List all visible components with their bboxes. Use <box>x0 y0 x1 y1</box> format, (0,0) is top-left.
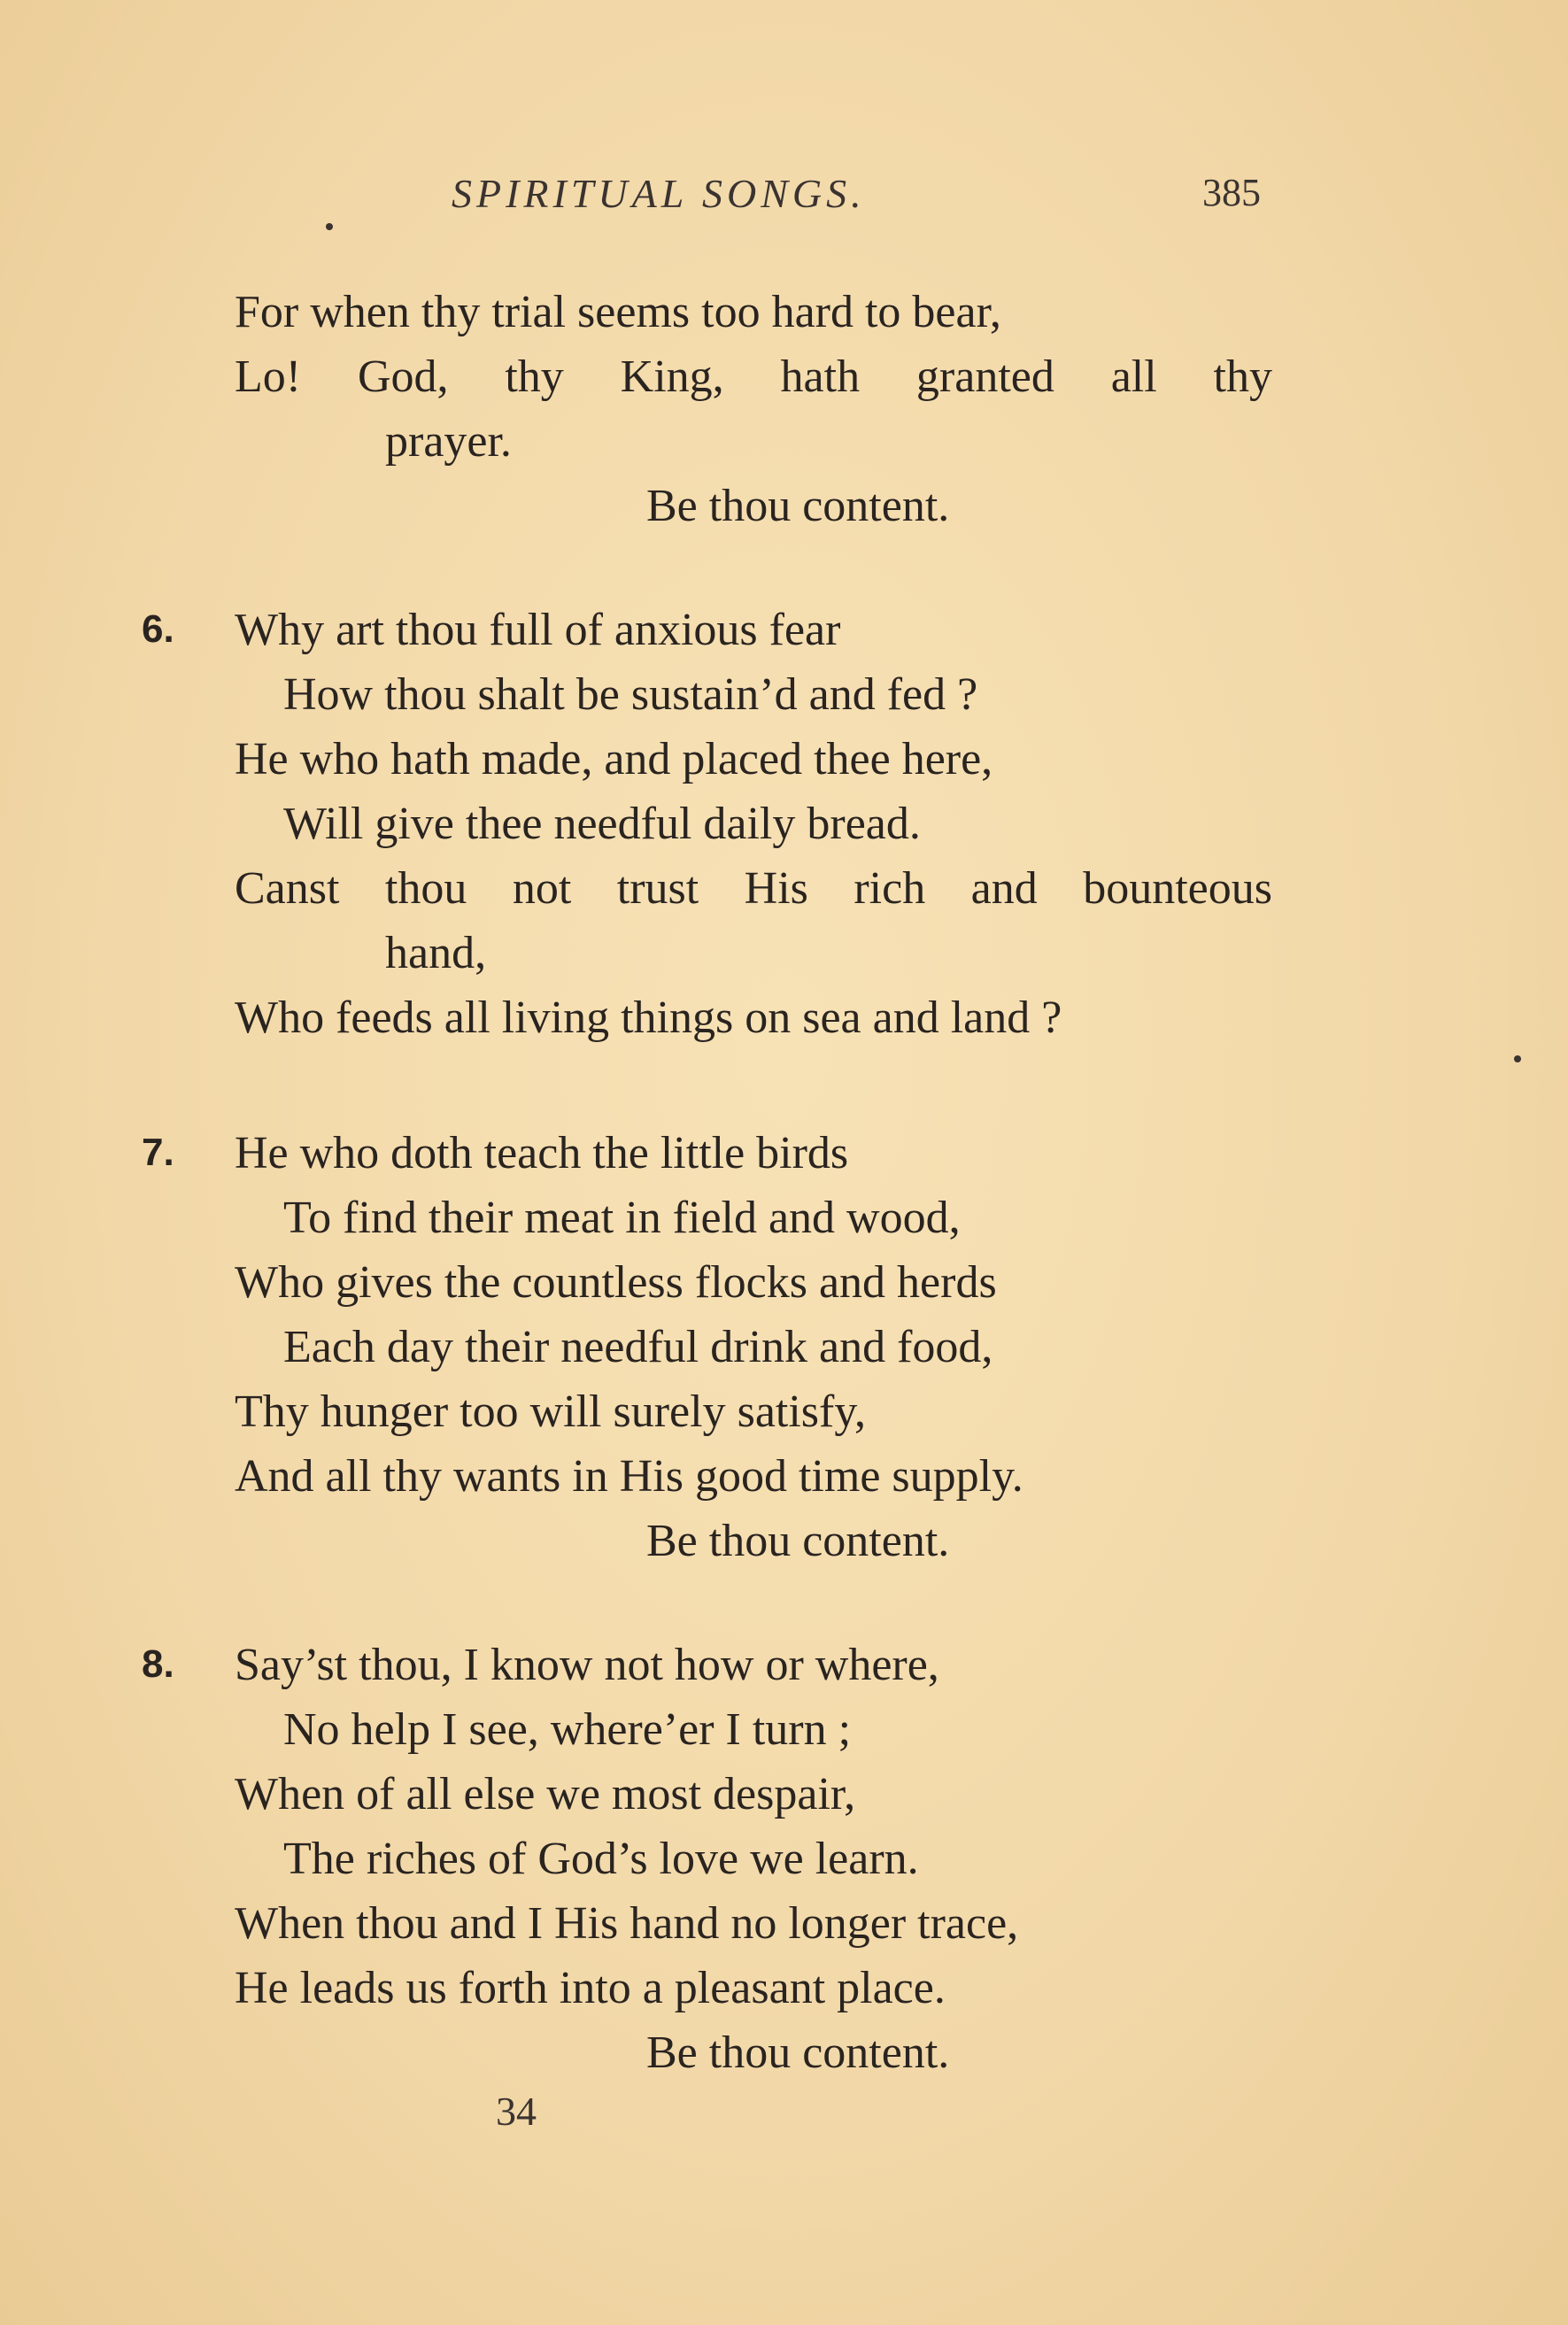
verse-line: When of all else we most despair, <box>235 1769 856 1819</box>
verse-line: He who doth teach the little birds <box>235 1128 849 1178</box>
verse-line: No help I see, where’er I turn ; <box>283 1704 852 1755</box>
running-title: SPIRITUAL SONGS. <box>452 171 866 216</box>
verse-line: To find their meat in field and wood, <box>283 1193 961 1243</box>
verse-line: Who feeds all living things on sea and land ? <box>235 993 1062 1043</box>
verse-line: hand, <box>385 928 487 978</box>
stanza-number: 8. <box>142 1642 174 1686</box>
verse-line: Each day their needful drink and food, <box>283 1322 993 1372</box>
refrain-line: Be thou content. <box>646 481 950 531</box>
verse-line: Why art thou full of anxious fear <box>235 605 841 655</box>
verse-line: Who gives the countless flocks and herds <box>235 1257 997 1308</box>
verse-line: Thy hunger too will surely satisfy, <box>235 1387 866 1437</box>
verse-line: Canst thou not trust His rich and bounteous <box>235 863 1272 914</box>
verse-line: He leads us forth into a pleasant place. <box>235 1963 946 2013</box>
refrain-line: Be thou content. <box>646 2028 950 2078</box>
verse-line: When thou and I His hand no longer trace, <box>235 1898 1019 1949</box>
verse-line: And all thy wants in His good time supply. <box>235 1451 1023 1502</box>
verse-line: prayer. <box>385 416 512 467</box>
stanza-number: 7. <box>142 1131 174 1174</box>
verse-line: Lo! God, thy King, hath granted all thy <box>235 351 1272 402</box>
page-number: 385 <box>1202 171 1261 214</box>
verse-line: The riches of God’s love we learn. <box>283 1834 919 1884</box>
print-speck <box>326 223 333 230</box>
verse-line: He who hath made, and placed thee here, <box>235 734 993 784</box>
signature-mark: 34 <box>496 2089 537 2134</box>
stanza-number: 6. <box>142 607 174 651</box>
verse-line: Say’st thou, I know not how or where, <box>235 1640 939 1690</box>
verse-line: Will give thee needful daily bread. <box>283 799 921 849</box>
verse-line: For when thy trial seems too hard to bear, <box>235 287 1001 337</box>
verse-line: How thou shalt be sustain’d and fed ? <box>283 669 978 720</box>
print-speck <box>1514 1055 1521 1062</box>
refrain-line: Be thou content. <box>646 1516 950 1566</box>
